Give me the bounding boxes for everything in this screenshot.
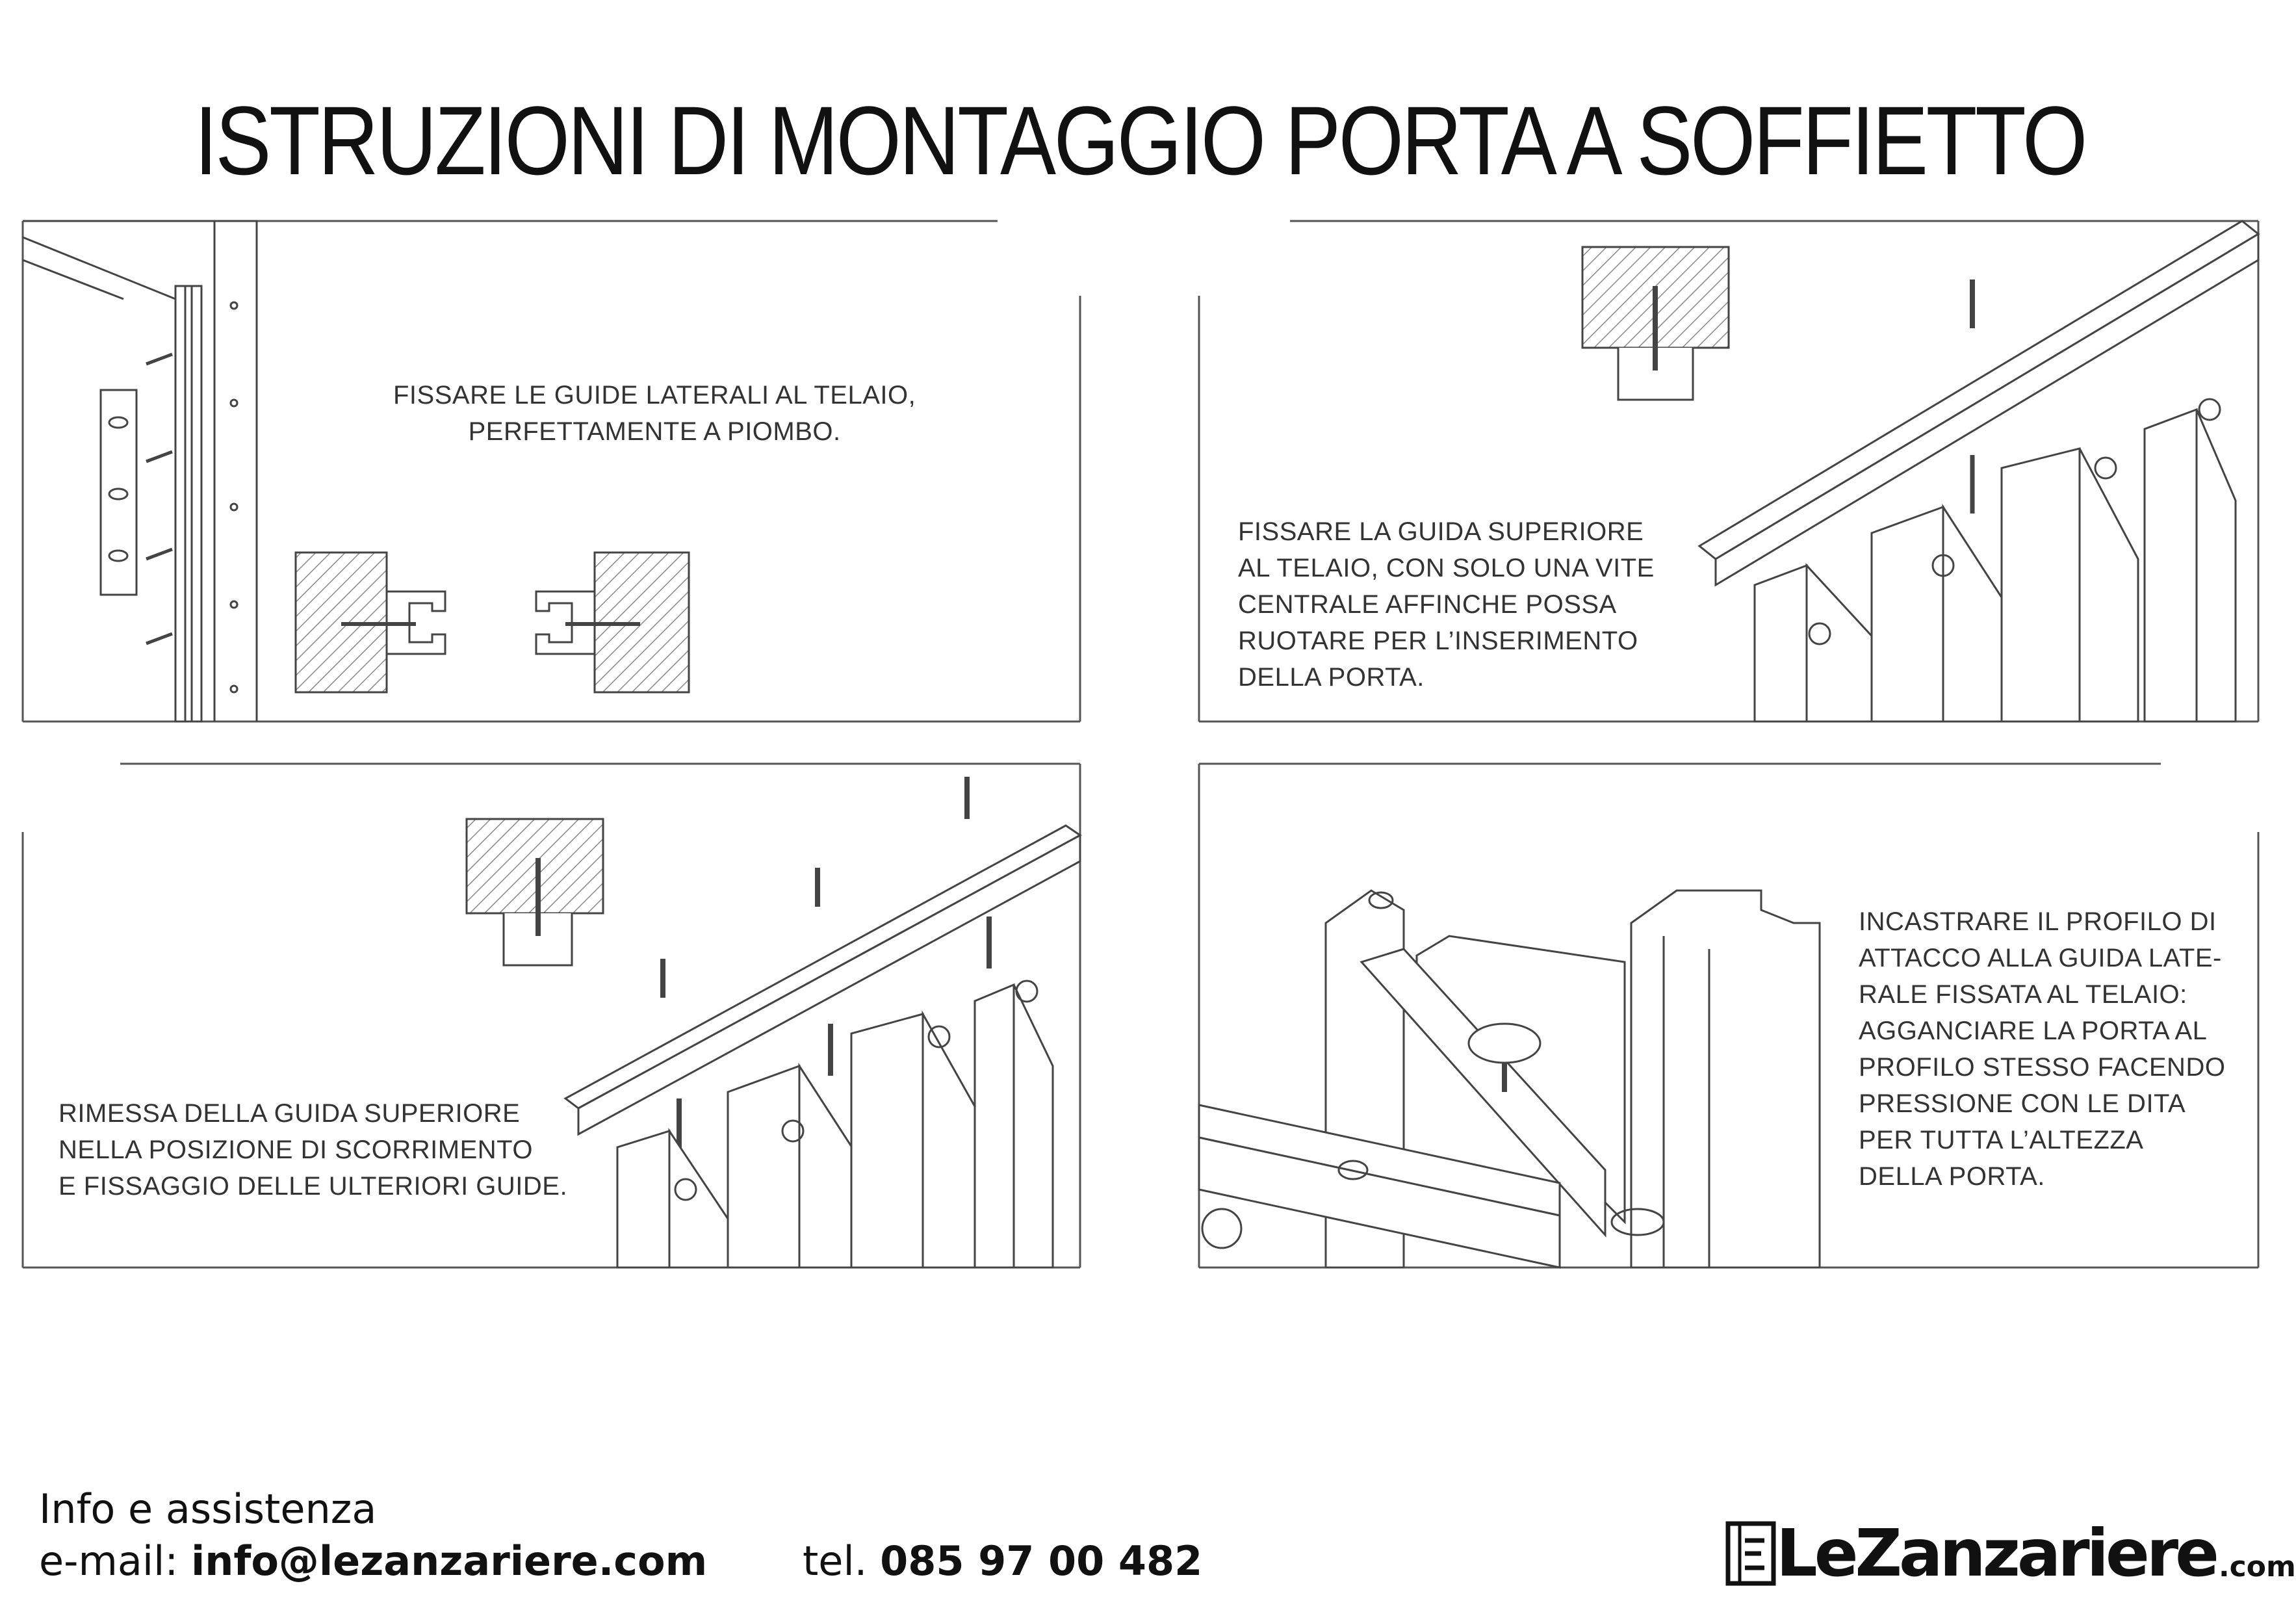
step-3-text: RIMESSA DELLA GUIDA SUPERIORE NELLA POSIZIONE DI SCORRIMENTO E FISSAGGIO DELLE ULTERIORI GUIDE. xyxy=(58,1099,568,1201)
tel-label: tel. xyxy=(803,1537,881,1585)
footer-email-line xyxy=(39,1537,707,1585)
panel-4-drawing xyxy=(1199,890,1820,1268)
step-4-text: INCASTRARE IL PROFILO DI ATTACCO ALLA GUIDA LATE- RALE FISSATA AL TELAIO: AGGANCIARE LA PORTA AL PROFILO STESSO FACENDO PRESSIONE CON LE DITA PER TUTTA L’ALTEZZA DELLA PORTA. xyxy=(1859,907,2226,1191)
tel-number[interactable]: 085 97 00 482 xyxy=(880,1537,1203,1585)
email-label: e-mail: xyxy=(39,1537,191,1585)
logo-name: LeZanzariere xyxy=(1776,1515,2216,1591)
footer-tel-line xyxy=(803,1537,1202,1585)
logo-suffix: .com xyxy=(2218,1550,2296,1583)
panel-2-drawing xyxy=(1582,221,2258,722)
brand-logo xyxy=(1725,1508,2296,1591)
page-title: ISTRUZIONI DI MONTAGGIO PORTA A SOFFIETTO xyxy=(194,86,2085,195)
logo-door-icon xyxy=(1725,1521,1776,1586)
footer-info-label: Info e assistenza xyxy=(39,1485,377,1533)
panel-1-drawing xyxy=(23,221,689,722)
step-2-text: FISSARE LA GUIDA SUPERIORE AL TELAIO, CON SOLO UNA VITE CENTRALE AFFINCHE POSSA RUOTARE PER L’INSERIMENTO DELLA PORTA. xyxy=(1238,517,1655,692)
step-1-text: FISSARE LE GUIDE LATERALI AL TELAIO, PERFETTAMENTE A PIOMBO. xyxy=(393,381,916,446)
email-link[interactable]: info@lezanzariere.com xyxy=(190,1537,708,1585)
